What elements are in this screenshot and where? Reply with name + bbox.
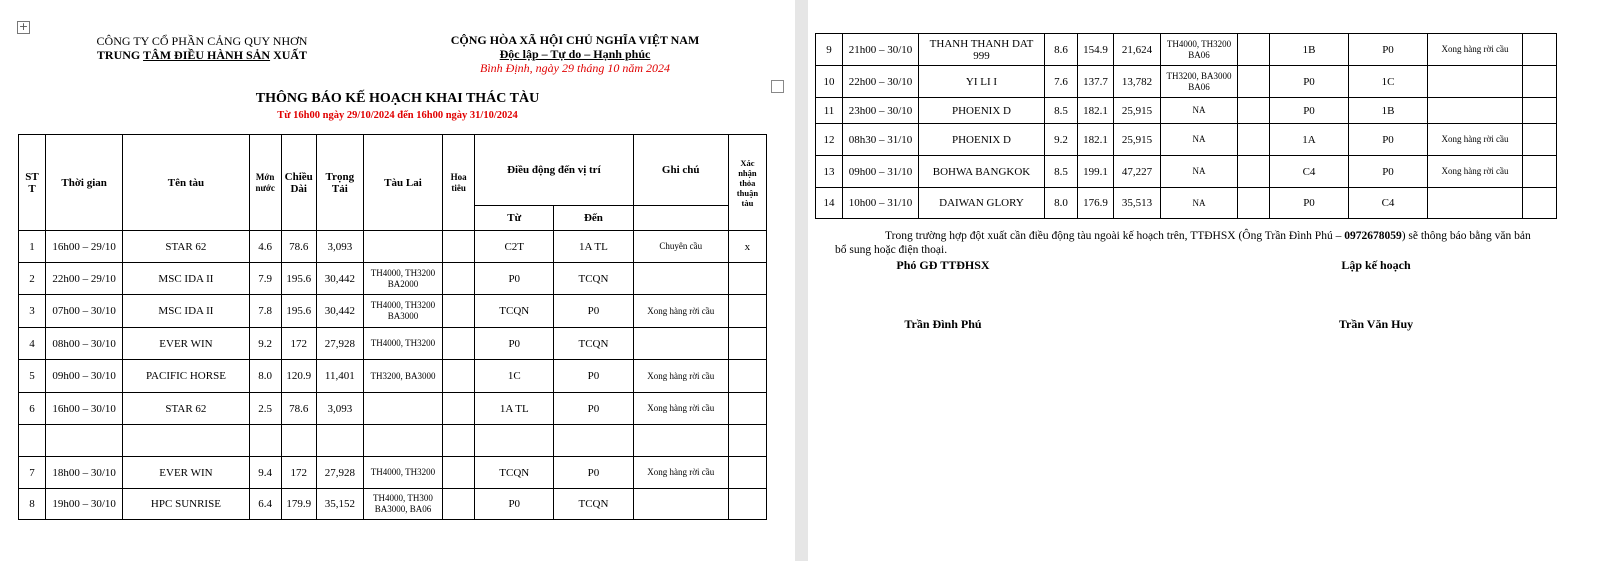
cell-to: P0 xyxy=(554,393,633,425)
cell-confirm xyxy=(728,328,766,360)
cell-note: Xong hàng rời cầu xyxy=(1428,124,1523,156)
cell-ship: STAR 62 xyxy=(123,393,249,425)
cell-tonnage: 3,093 xyxy=(316,393,363,425)
cell-ship xyxy=(123,425,249,457)
document-title: THÔNG BÁO KẾ HOẠCH KHAI THÁC TÀU xyxy=(255,91,540,106)
signature-left-title: Phó GĐ TTĐHSX xyxy=(896,258,990,272)
schedule-body-page1 xyxy=(19,231,767,520)
cell-pilot xyxy=(1238,188,1270,219)
cell-stt: 5 xyxy=(19,360,46,393)
cell-note xyxy=(633,328,728,360)
cell-tonnage: 11,401 xyxy=(316,360,363,393)
table-row xyxy=(816,66,1557,98)
cell-ship: PHOENIX D xyxy=(919,124,1045,156)
cell-tonnage xyxy=(316,425,363,457)
cell-stt: 10 xyxy=(816,66,843,98)
cell-to: P0 xyxy=(554,457,633,489)
cell-confirm xyxy=(1523,98,1557,124)
cell-confirm xyxy=(728,489,766,520)
cell-tonnage: 35,513 xyxy=(1114,188,1161,219)
cell-to: P0 xyxy=(554,295,633,328)
cell-time: 19h00 – 30/10 xyxy=(46,489,123,520)
cell-ship: HPC SUNRISE xyxy=(123,489,249,520)
cell-note: Xong hàng rời cầu xyxy=(633,360,728,393)
cell-length xyxy=(281,425,316,457)
col-header-to: Đến xyxy=(554,206,633,231)
cell-draft: 6.4 xyxy=(249,489,281,520)
cell-stt: 7 xyxy=(19,457,46,489)
cell-draft: 4.6 xyxy=(249,231,281,263)
cell-from: 1C xyxy=(475,360,554,393)
col-header-time: Thời gian xyxy=(46,135,123,231)
cell-draft: 8.5 xyxy=(1045,98,1078,124)
cell-from: C2T xyxy=(475,231,554,263)
company-header xyxy=(52,34,352,62)
cell-draft: 8.0 xyxy=(249,360,281,393)
cell-from: TCQN xyxy=(475,295,554,328)
cell-pilot xyxy=(1238,34,1270,66)
cell-tug: TH4000, TH3200 xyxy=(363,457,442,489)
cell-tonnage: 27,928 xyxy=(316,328,363,360)
table-row xyxy=(19,263,767,295)
cell-time: 18h00 – 30/10 xyxy=(46,457,123,489)
cell-tug xyxy=(363,425,442,457)
signature-left-name: Trần Đình Phú xyxy=(904,317,982,331)
cell-length: 195.6 xyxy=(281,263,316,295)
document-subtitle: Từ 16h00 ngày 29/10/2024 đến 16h00 ngày 31/10/2024 xyxy=(277,110,518,121)
place-date: Bình Định, ngày 29 tháng 10 năm 2024 xyxy=(480,61,670,75)
cell-stt: 1 xyxy=(19,231,46,263)
cell-note: Xong hàng rời cầu xyxy=(1428,34,1523,66)
company-name: CÔNG TY CỔ PHẦN CẢNG QUY NHƠN xyxy=(96,34,308,48)
cell-from: C4 xyxy=(1270,156,1349,188)
cell-tug: TH4000, TH300 BA3000, BA06 xyxy=(363,489,442,520)
cell-note xyxy=(1428,66,1523,98)
table-row xyxy=(19,360,767,393)
cell-confirm xyxy=(1523,188,1557,219)
cell-tug: NA xyxy=(1161,156,1238,188)
cell-confirm xyxy=(1523,124,1557,156)
cell-confirm xyxy=(728,360,766,393)
schedule-table-page1 xyxy=(18,134,767,520)
cell-from: 1B xyxy=(1270,34,1349,66)
cell-from: TCQN xyxy=(475,457,554,489)
table-row xyxy=(19,295,767,328)
cell-ship: THANH THANH DAT 999 xyxy=(919,34,1045,66)
cell-stt xyxy=(19,425,46,457)
table-row xyxy=(816,156,1557,188)
cell-note: Chuyên cầu xyxy=(633,231,728,263)
cell-confirm xyxy=(1523,34,1557,66)
cell-length: 176.9 xyxy=(1078,188,1114,219)
document-page-2 xyxy=(808,0,1600,561)
cell-stt: 11 xyxy=(816,98,843,124)
cell-note xyxy=(633,263,728,295)
cell-length: 120.9 xyxy=(281,360,316,393)
cell-time: 09h00 – 30/10 xyxy=(46,360,123,393)
cell-from xyxy=(475,425,554,457)
cell-ship: STAR 62 xyxy=(123,231,249,263)
table-row xyxy=(816,188,1557,219)
footer-note: Trong trường hợp đột xuất cần điều động tàu ngoài kế hoạch trên, TTĐHSX (Ông Trần Đình Phú – 0972678059) sẽ thông báo bằng văn bản bổ sung hoặc điện thoại. xyxy=(835,230,1531,256)
cell-from: P0 xyxy=(1270,66,1349,98)
cell-stt: 6 xyxy=(19,393,46,425)
national-header xyxy=(400,33,750,75)
cell-tonnage: 27,928 xyxy=(316,457,363,489)
col-header-pilot: Hoa tiêu xyxy=(443,135,475,231)
cell-confirm xyxy=(728,457,766,489)
cell-pilot xyxy=(1238,156,1270,188)
cell-tug: NA xyxy=(1161,98,1238,124)
cell-time: 07h00 – 30/10 xyxy=(46,295,123,328)
cell-from: P0 xyxy=(1270,98,1349,124)
col-header-length: Chiều Dài xyxy=(281,135,316,231)
cell-pilot xyxy=(443,457,475,489)
cell-time: 21h00 – 30/10 xyxy=(843,34,919,66)
table-row xyxy=(19,457,767,489)
cell-length: 182.1 xyxy=(1078,98,1114,124)
cell-to: TCQN xyxy=(554,489,633,520)
cell-draft xyxy=(249,425,281,457)
cell-from: 1A TL xyxy=(475,393,554,425)
cell-confirm xyxy=(1523,156,1557,188)
cell-length: 137.7 xyxy=(1078,66,1114,98)
col-header-draft: Mớn nước xyxy=(249,135,281,231)
cell-pilot xyxy=(443,393,475,425)
table-row xyxy=(19,489,767,520)
cell-pilot xyxy=(443,231,475,263)
table-row xyxy=(19,231,767,263)
table-row xyxy=(19,393,767,425)
cell-note: Xong hàng rời cầu xyxy=(633,295,728,328)
cell-stt: 13 xyxy=(816,156,843,188)
cell-pilot xyxy=(443,360,475,393)
schedule-body-page2 xyxy=(816,34,1557,219)
cell-time: 22h00 – 30/10 xyxy=(843,66,919,98)
col-header-ship: Tên tàu xyxy=(123,135,249,231)
cell-stt: 12 xyxy=(816,124,843,156)
cell-length: 195.6 xyxy=(281,295,316,328)
table-row xyxy=(19,328,767,360)
cell-note: Xong hàng rời cầu xyxy=(1428,156,1523,188)
col-header-confirm: Xác nhận thỏa thuận tàu xyxy=(728,135,766,231)
cell-from: P0 xyxy=(475,489,554,520)
cell-confirm xyxy=(1523,66,1557,98)
cell-draft: 8.0 xyxy=(1045,188,1078,219)
cell-tug: NA xyxy=(1161,188,1238,219)
cell-tug: TH3200, BA3000 xyxy=(363,360,442,393)
cell-draft: 9.2 xyxy=(249,328,281,360)
cell-time: 09h00 – 31/10 xyxy=(843,156,919,188)
cell-draft: 7.8 xyxy=(249,295,281,328)
cell-to: P0 xyxy=(1349,34,1428,66)
cell-stt: 3 xyxy=(19,295,46,328)
cell-to: P0 xyxy=(554,360,633,393)
cell-to: 1B xyxy=(1349,98,1428,124)
cell-stt: 4 xyxy=(19,328,46,360)
cell-note: Xong hàng rời cầu xyxy=(633,457,728,489)
cell-note xyxy=(633,425,728,457)
cell-length: 172 xyxy=(281,328,316,360)
cell-from: P0 xyxy=(475,263,554,295)
col-header-tonnage: Trọng Tải xyxy=(316,135,363,231)
cell-tug: TH4000, TH3200 BA2000 xyxy=(363,263,442,295)
cell-note xyxy=(633,489,728,520)
cell-ship: DAIWAN GLORY xyxy=(919,188,1045,219)
cell-tonnage: 47,227 xyxy=(1114,156,1161,188)
document-page-1 xyxy=(0,0,795,561)
cell-to: TCQN xyxy=(554,328,633,360)
cell-length: 199.1 xyxy=(1078,156,1114,188)
signature-right-title: Lập kế hoạch xyxy=(1341,258,1411,272)
cell-time: 16h00 – 29/10 xyxy=(46,231,123,263)
cell-tug: TH3200, BA3000 BA06 xyxy=(1161,66,1238,98)
cell-tug xyxy=(363,231,442,263)
cell-pilot xyxy=(443,328,475,360)
cell-tonnage: 35,152 xyxy=(316,489,363,520)
col-header-tug: Tàu Lai xyxy=(363,135,442,231)
cell-draft: 9.4 xyxy=(249,457,281,489)
cell-tonnage: 3,093 xyxy=(316,231,363,263)
cell-ship: BOHWA BANGKOK xyxy=(919,156,1045,188)
cell-tonnage: 25,915 xyxy=(1114,124,1161,156)
cell-from: P0 xyxy=(1270,188,1349,219)
cell-pilot xyxy=(1238,66,1270,98)
cell-length: 172 xyxy=(281,457,316,489)
cell-stt: 9 xyxy=(816,34,843,66)
cell-tonnage: 21,624 xyxy=(1114,34,1161,66)
cell-tonnage: 30,442 xyxy=(316,263,363,295)
cell-time: 22h00 – 29/10 xyxy=(46,263,123,295)
cell-tug: NA xyxy=(1161,124,1238,156)
cell-confirm: x xyxy=(728,231,766,263)
cell-stt: 14 xyxy=(816,188,843,219)
cell-draft: 2.5 xyxy=(249,393,281,425)
cell-length: 179.9 xyxy=(281,489,316,520)
cell-time: 08h00 – 30/10 xyxy=(46,328,123,360)
col-header-move: Điều động đến vị trí xyxy=(475,135,633,206)
cell-ship: MSC IDA II xyxy=(123,295,249,328)
cell-to xyxy=(554,425,633,457)
cell-to: 1A TL xyxy=(554,231,633,263)
cell-stt: 8 xyxy=(19,489,46,520)
cell-to: 1C xyxy=(1349,66,1428,98)
cell-tug: TH4000, TH3200 xyxy=(363,328,442,360)
national-slogan: Độc lập – Tự do – Hạnh phúc xyxy=(499,47,651,61)
cell-note xyxy=(1428,188,1523,219)
cell-note: Xong hàng rời cầu xyxy=(633,393,728,425)
cell-pilot xyxy=(1238,98,1270,124)
company-department: TRUNG TÂM ĐIỀU HÀNH SẢN XUẤT xyxy=(96,48,308,62)
table-row xyxy=(816,34,1557,66)
schedule-table-page2 xyxy=(815,33,1557,219)
cell-pilot xyxy=(443,489,475,520)
table-row xyxy=(19,425,767,457)
table-row xyxy=(816,124,1557,156)
cell-confirm xyxy=(728,425,766,457)
cell-confirm xyxy=(728,263,766,295)
cell-note xyxy=(1428,98,1523,124)
cell-time: 10h00 – 31/10 xyxy=(843,188,919,219)
cell-tonnage: 13,782 xyxy=(1114,66,1161,98)
cell-time: 08h30 – 31/10 xyxy=(843,124,919,156)
cell-draft: 8.6 xyxy=(1045,34,1078,66)
cell-confirm xyxy=(728,295,766,328)
signature-right-name: Trần Văn Huy xyxy=(1338,317,1414,331)
cell-time: 23h00 – 30/10 xyxy=(843,98,919,124)
col-header-note: Ghi chú xyxy=(633,135,728,206)
cell-draft: 7.6 xyxy=(1045,66,1078,98)
col-header-note-sub xyxy=(633,206,728,231)
cell-length: 154.9 xyxy=(1078,34,1114,66)
table-move-handle-icon[interactable]: + xyxy=(18,20,29,33)
cell-draft: 7.9 xyxy=(249,263,281,295)
cell-to: P0 xyxy=(1349,156,1428,188)
cell-pilot xyxy=(443,263,475,295)
cell-ship: YI LI I xyxy=(919,66,1045,98)
cell-ship: MSC IDA II xyxy=(123,263,249,295)
cell-tug: TH4000, TH3200 BA06 xyxy=(1161,34,1238,66)
cell-to: C4 xyxy=(1349,188,1428,219)
cell-length: 182.1 xyxy=(1078,124,1114,156)
col-header-from: Từ xyxy=(475,206,554,231)
cell-ship: EVER WIN xyxy=(123,457,249,489)
national-motto: CỘNG HÒA XÃ HỘI CHỦ NGHĨA VIỆT NAM xyxy=(450,33,700,47)
cell-time xyxy=(46,425,123,457)
cell-length: 78.6 xyxy=(281,231,316,263)
cell-confirm xyxy=(728,393,766,425)
cell-stt: 2 xyxy=(19,263,46,295)
cell-length: 78.6 xyxy=(281,393,316,425)
cell-draft: 8.5 xyxy=(1045,156,1078,188)
cell-pilot xyxy=(443,425,475,457)
cell-from: 1A xyxy=(1270,124,1349,156)
cell-to: P0 xyxy=(1349,124,1428,156)
cell-time: 16h00 – 30/10 xyxy=(46,393,123,425)
cell-ship: EVER WIN xyxy=(123,328,249,360)
table-row xyxy=(816,98,1557,124)
cell-tonnage: 25,915 xyxy=(1114,98,1161,124)
cell-pilot xyxy=(443,295,475,328)
cell-tug xyxy=(363,393,442,425)
cell-ship: PHOENIX D xyxy=(919,98,1045,124)
cell-pilot xyxy=(1238,124,1270,156)
cell-ship: PACIFIC HORSE xyxy=(123,360,249,393)
col-header-stt: ST T xyxy=(19,135,46,231)
cell-draft: 9.2 xyxy=(1045,124,1078,156)
cell-from: P0 xyxy=(475,328,554,360)
cell-tonnage: 30,442 xyxy=(316,295,363,328)
cell-to: TCQN xyxy=(554,263,633,295)
cell-tug: TH4000, TH3200 BA3000 xyxy=(363,295,442,328)
